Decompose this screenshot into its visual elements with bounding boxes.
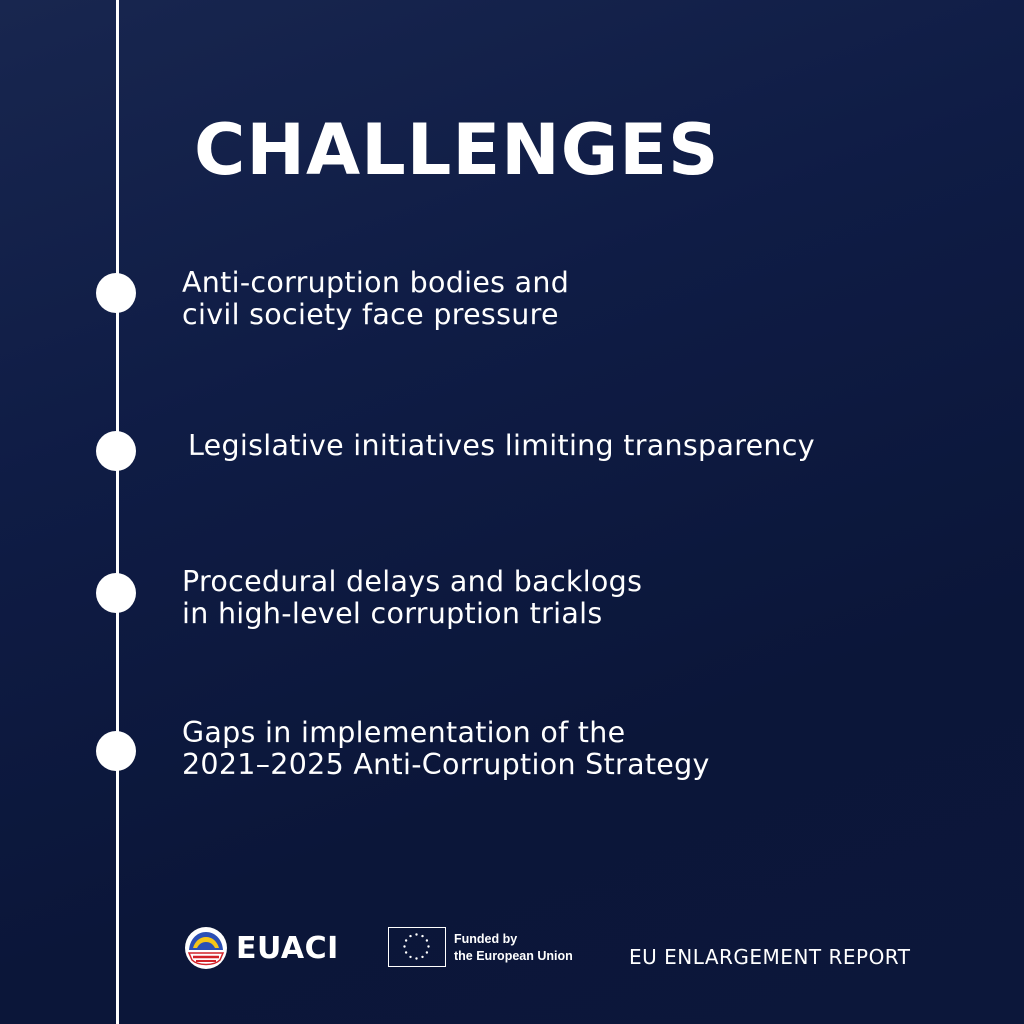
eu-star [421, 956, 423, 958]
euaci-logo-icon [184, 926, 228, 970]
challenge-item-1-line-2: civil society face pressure [182, 298, 559, 331]
funded-line-2: the European Union [454, 949, 573, 963]
challenge-item-3-line-2: in high-level corruption trials [182, 597, 603, 630]
challenge-item-4-line-2: 2021–2025 Anti-Corruption Strategy [182, 748, 710, 781]
eu-star [405, 939, 407, 941]
eu-star [409, 956, 411, 958]
timeline-line [116, 0, 119, 1024]
challenge-item-2 [188, 430, 815, 462]
challenge-item-1-line-1: Anti-corruption bodies and [182, 266, 570, 299]
challenge-item-1 [182, 267, 569, 331]
eu-stars-icon [389, 928, 444, 965]
eu-star [427, 945, 429, 947]
eu-flag-icon [388, 927, 446, 967]
funded-by-eu [454, 931, 573, 965]
eu-star [405, 951, 407, 953]
timeline-dot-2 [96, 431, 136, 471]
challenge-item-4-line-1: Gaps in implementation of the [182, 716, 626, 749]
euaci-logo [184, 926, 339, 970]
report-label: EU ENLARGEMENT REPORT [629, 945, 911, 969]
timeline-dot-3 [96, 573, 136, 613]
challenge-item-4 [182, 717, 710, 781]
euaci-logo-text: EUACI [236, 930, 339, 966]
eu-star [415, 957, 417, 959]
challenge-item-2-line-1: Legislative initiatives limiting transparency [188, 429, 815, 462]
page-title: CHALLENGES [194, 109, 720, 191]
eu-star [403, 945, 405, 947]
funded-line-1: Funded by [454, 932, 518, 946]
eu-star [426, 951, 428, 953]
eu-star [421, 935, 423, 937]
eu-star [426, 939, 428, 941]
timeline-dot-4 [96, 731, 136, 771]
eu-star [415, 933, 417, 935]
challenge-item-3 [182, 566, 642, 630]
eu-star [409, 935, 411, 937]
challenge-item-3-line-1: Procedural delays and backlogs [182, 565, 643, 598]
timeline-dot-1 [96, 273, 136, 313]
